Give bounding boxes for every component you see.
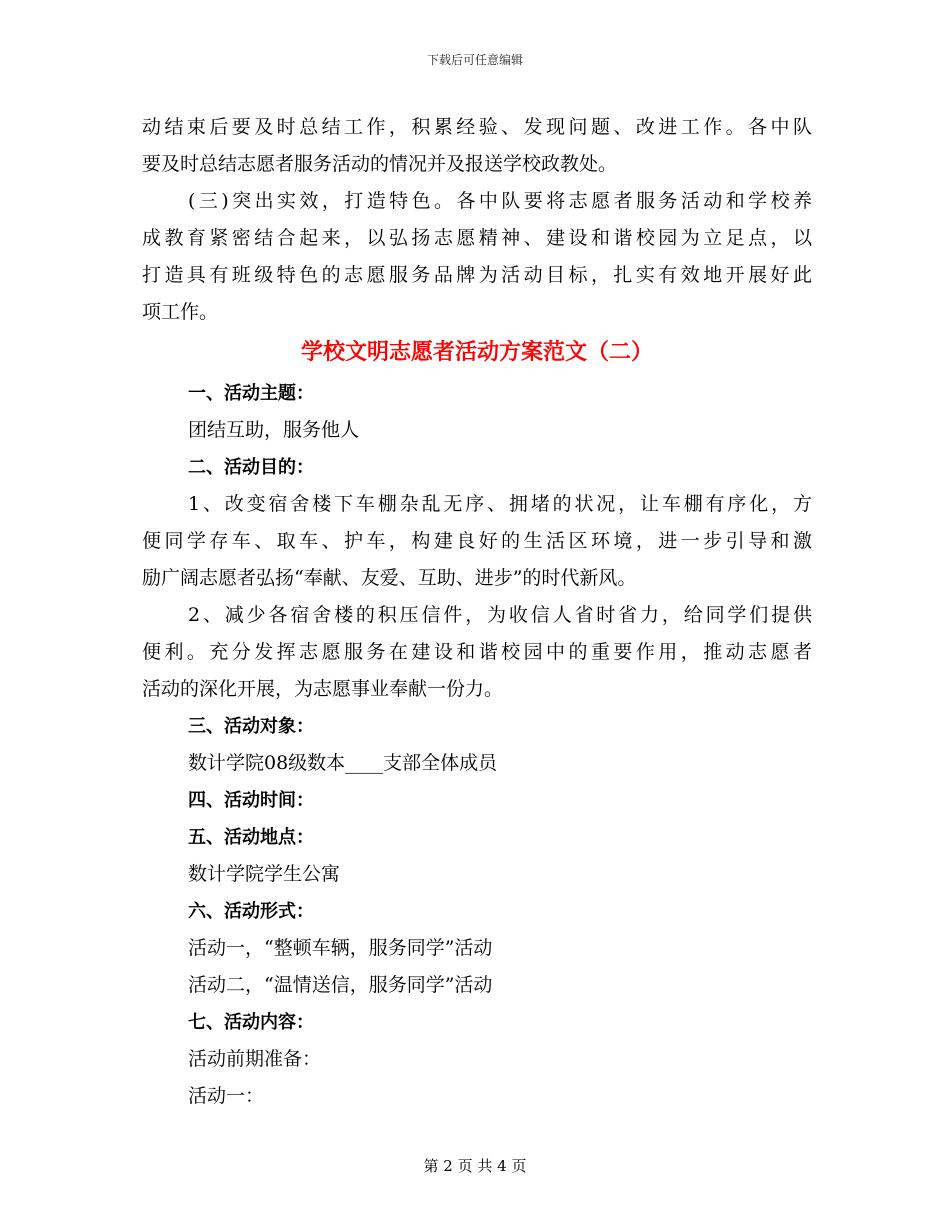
- theme-content: 团结互助，服务他人: [188, 419, 360, 441]
- purpose-para2-line-1: 2、减少各宿舍楼的积压信件，为收信人省时省力，给同学们提供: [188, 604, 812, 626]
- content-item-2: 活动一：: [188, 1085, 265, 1107]
- theme-heading: 一、活动主题：: [188, 383, 314, 404]
- purpose-heading: 二、活动目的：: [188, 457, 314, 478]
- purpose-para1-line-2: 便同学存车、取车、护车，构建良好的生活区环境，进一步引导和激: [142, 530, 812, 552]
- content-item-1: 活动前期准备：: [188, 1048, 322, 1070]
- target-content: 数计学院08级数本____支部全体成员: [188, 752, 498, 774]
- location-heading: 五、活动地点：: [188, 827, 314, 848]
- purpose-para2-line-2: 便利。充分发挥志愿服务在建设和谐校园中的重要作用，推动志愿者: [142, 641, 812, 663]
- intro-line-2: 要及时总结志愿者服务活动的情况并及报送学校政教处。: [142, 153, 618, 175]
- time-heading: 四、活动时间：: [188, 790, 314, 811]
- document-title: 学校文明志愿者活动方案范文（二）: [300, 340, 653, 365]
- form-item-2: 活动二，“温情送信，服务同学”活动: [188, 974, 493, 996]
- purpose-para1-line-1: 1、改变宿舍楼下车棚杂乱无序、拥堵的状况，让车棚有序化，方: [188, 493, 812, 515]
- form-heading: 六、活动形式：: [188, 901, 314, 922]
- form-item-1: 活动一，“整顿车辆，服务同学”活动: [188, 937, 493, 959]
- section3-line-4: 项工作。: [142, 301, 219, 323]
- section3-line-2: 成教育紧密结合起来，以弘扬志愿精神、建设和谐校园为立足点，以: [142, 227, 812, 249]
- location-content: 数计学院学生公寓: [188, 863, 341, 885]
- document-body: [142, 109, 812, 1115]
- page-header: 下载后可任意编辑: [426, 53, 523, 67]
- content-heading: 七、活动内容：: [188, 1012, 314, 1033]
- section3-line-3: 打造具有班级特色的志愿服务品牌为活动目标，扎实有效地开展好此: [142, 264, 812, 286]
- target-heading: 三、活动对象：: [188, 716, 314, 737]
- purpose-para2-line-3: 活动的深化开展，为志愿事业奉献一份力。: [142, 678, 504, 700]
- purpose-para1-line-3: 励广阔志愿者弘扬“奉献、友爱、互助、进步”的时代新风。: [142, 567, 637, 589]
- section3-line-1: (三)突出实效，打造特色。各中队要将志愿者服务活动和学校养: [188, 190, 812, 212]
- intro-line-1: 动结束后要及时总结工作，积累经验、发现问题、改进工作。各中队: [142, 116, 812, 138]
- page-footer: 第 2 页 共 4 页: [423, 1157, 527, 1175]
